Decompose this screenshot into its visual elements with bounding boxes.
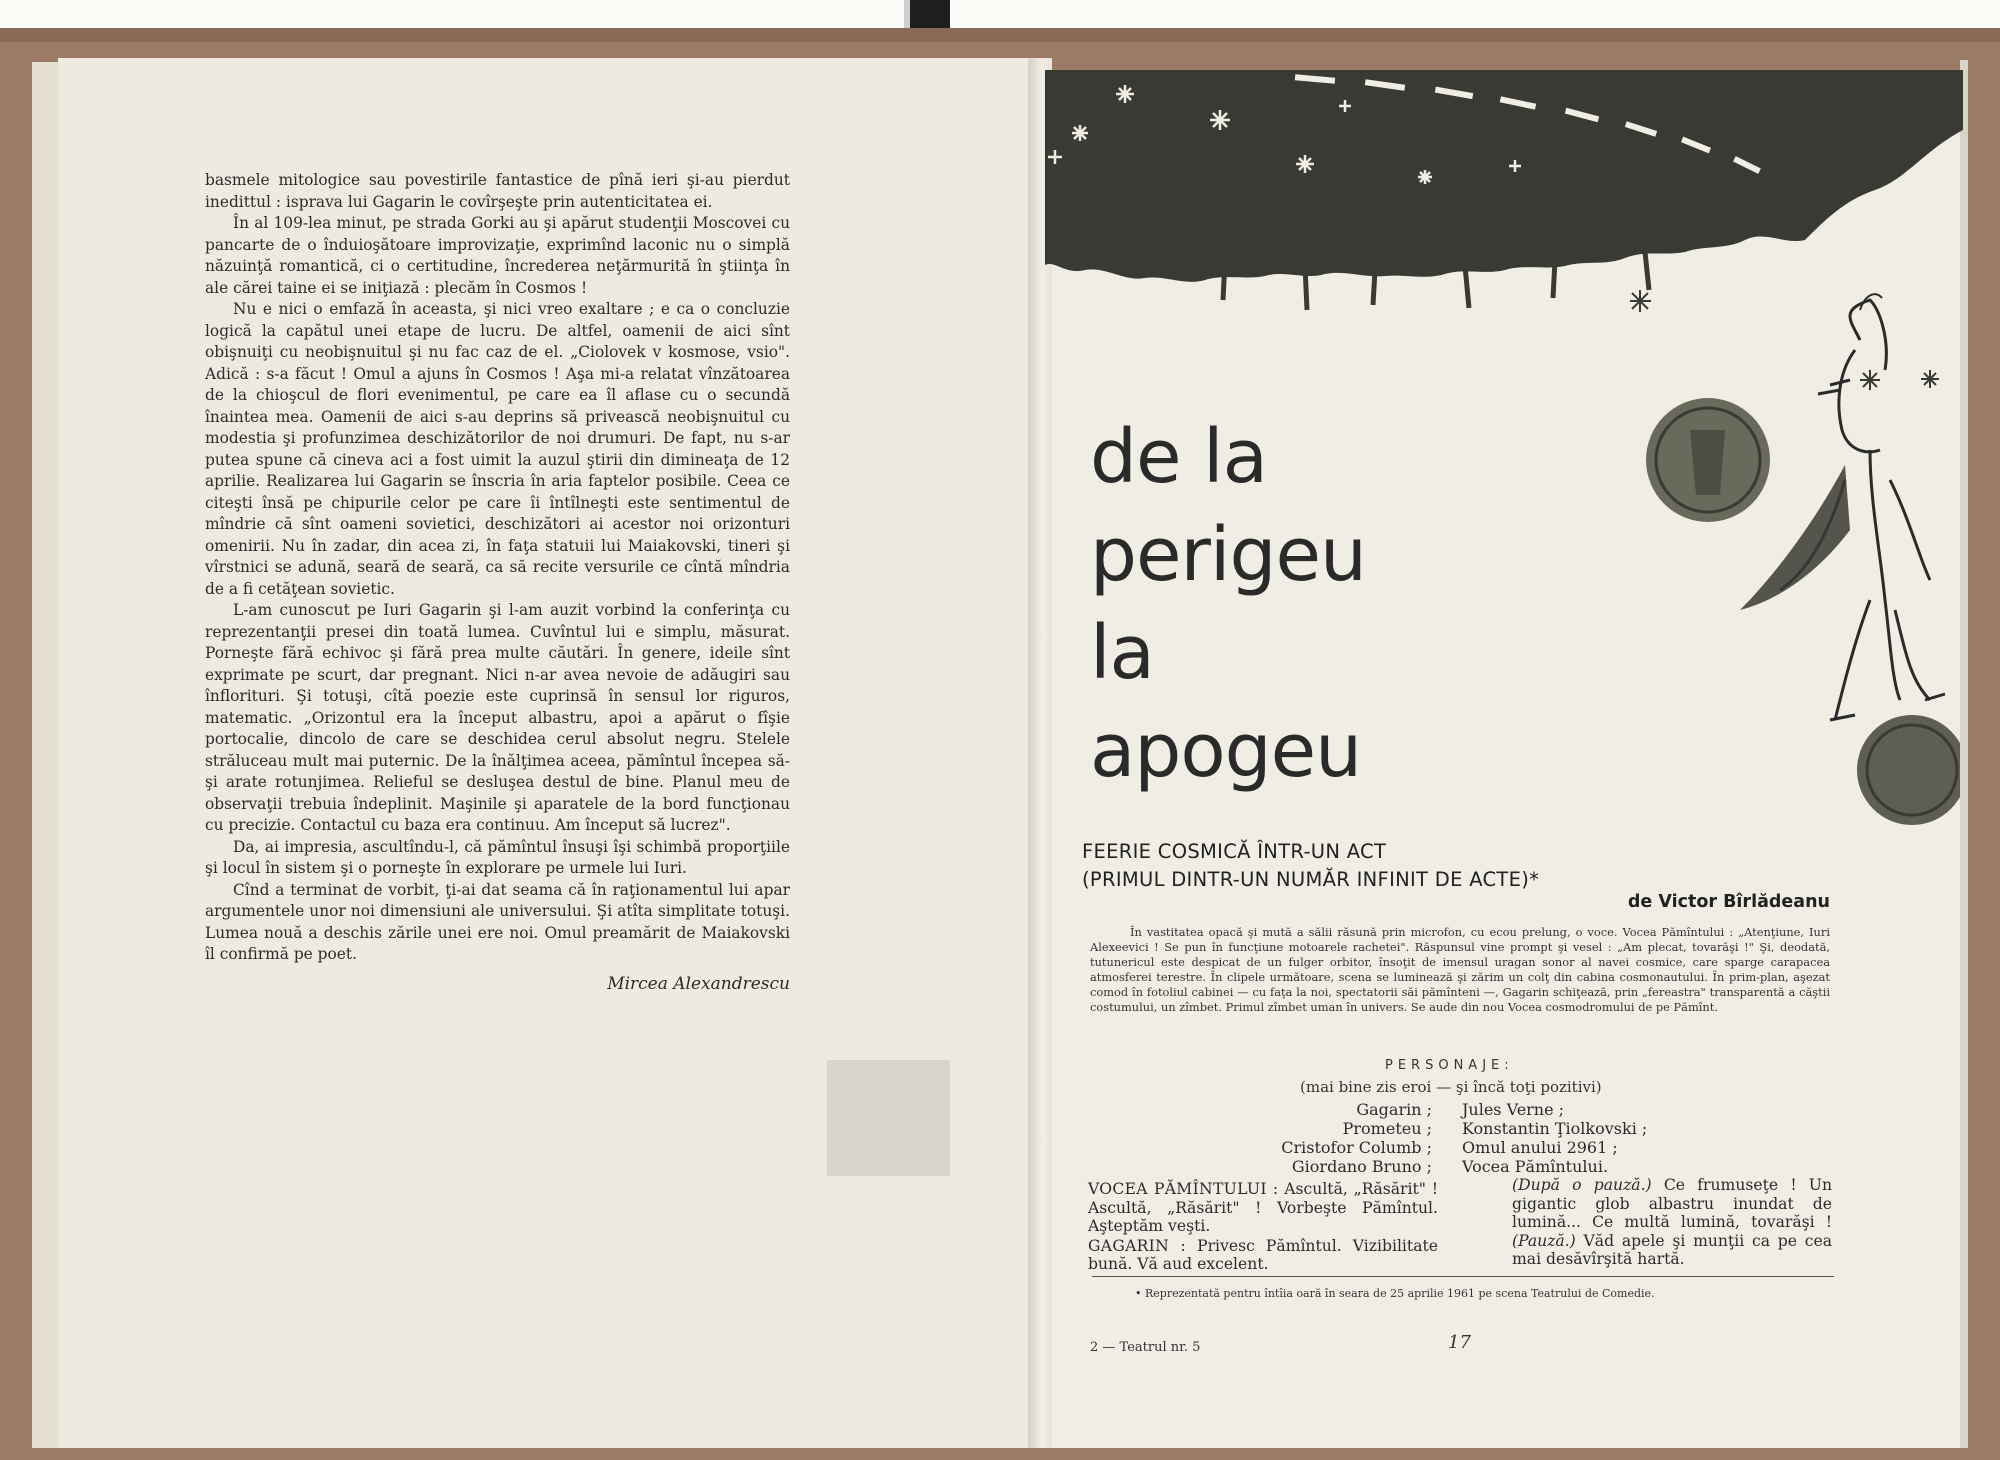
left-article: [205, 170, 790, 994]
characters-subheading: (mai bine zis eroi — şi încă toţi pozitivi): [1300, 1078, 1602, 1096]
paragraph-4: L-am cunoscut pe Iuri Gagarin şi l-am auzit vorbind la conferinţa cu reprezentanţii presei din toată lumea. Cuvîntul lui e simplu, măsurat. Porneşte fără echivoc şi fără prea multe căutări. În genere, ideile sînt exprimate pe scurt, dar pregnant. Nici n-ar avea nevoie de adăugiri sau înflorituri. Şi totuşi, cîtă poezie este cuprinsă în sensul lor riguros, matematic. „Orizontul era la început albastru, apoi a apărut o fîşie portocalie, dincolo de care se deschidea cerul absolut negru. Stelele străluceau mult mai puternic. De la înălţimea aceea, pămîntul începea să-şi arate rotunjimea. Relieful se desluşea destul de bine. Planul meu de observaţii trebuia îndeplinit. Maşinile şi aparatele de la bord funcţionau cu precizie. Contactul cu baza era continuu. Am început să lucrez".: [205, 601, 790, 834]
title-line-1: de la: [1090, 414, 1267, 500]
dialogue-column-right: [1512, 1176, 1832, 1269]
dialogue-line: [1088, 1180, 1438, 1236]
play-title: [1090, 408, 1366, 800]
footnote-rule: [1092, 1276, 1834, 1277]
cast-item: Omul anului 2961 ;: [1462, 1138, 1618, 1157]
paragraph-5: Da, ai impresia, ascultîndu-l, că pămîntul însuşi îşi schimbă proporţiile şi locul în sistem şi o porneşte în explorare pe urmele lui Iuri.: [205, 837, 790, 877]
play-author: de Victor Bîrlădeanu: [1627, 892, 1830, 912]
speaker-name: VOCEA PĂMÎNTULUI :: [1088, 1180, 1279, 1198]
speech-text: Văd apele şi munţii ca pe cea mai desăvîrşită hartă.: [1512, 1231, 1832, 1268]
coin-icon-2: [1857, 715, 1960, 825]
journal-folio: 2 — Teatrul nr. 5: [1090, 1340, 1201, 1355]
title-line-2: perigeu: [1090, 512, 1366, 598]
speech-text: Privesc Pămîntul. Vizibilitate bună. Vă aud excelent.: [1088, 1236, 1438, 1273]
page-number: 17: [1448, 1332, 1471, 1353]
speech-text: Ce frumuseţe ! Un gigantic glob albastru inundat de lumină... Ce multă lumină, tovarăşi !: [1512, 1176, 1832, 1231]
paragraph-3: Nu e nici o emfază în aceasta, şi nici vreo exaltare ; e ca o concluzie logică la capătul unei etape de lucru. De altfel, oamenii de aici sînt obişnuiţi cu neobişnuitul şi nu fac caz de el. „Ciolovek v kosmose, vsio". Adică : s-a făcut ! Omul a ajuns în Cosmos ! Aşa mi-a relatat vînzătoarea de la chioşcul de flori evenimentul, pe care ea îl aflase cu o secundă înaintea mea. Oamenii de aici s-au deprins să privească neobişnuitul cu modestia şi profunzimea deschizătorilor de noi drumuri. De fapt, nu s-ar putea spune că cineva aci a fost uimit la auzul ştirii din dimineaţa de 12 aprilie. Realizarea lui Gagarin se înscria în aria faptelor posibile. Ceea ce citeşti însă pe chipurile celor pe care îi întîlneşti este sentimentul de mîndrie că sînt oameni sovietici, deschizători ai acestor noi orizonturi omenirii. Nu în zadar, din acea zi, în faţa statuii lui Maiakovski, tineri şi vîrstnici se adună, seară de seară, ca să recite versurile ce cîntă mîndria de a fi cetăţean sovietic.: [205, 300, 790, 598]
author-signature: Mircea Alexandrescu: [607, 973, 790, 994]
cast-item: Prometeu ;: [1342, 1119, 1432, 1138]
cover-shadow: [0, 28, 2000, 42]
subtitle-line-1: FEERIE COSMICĂ ÎNTR-UN ACT: [1082, 840, 1387, 863]
cast-item: Vocea Pămîntului.: [1462, 1157, 1609, 1176]
show-through-box: [827, 1060, 950, 1176]
stage-direction: (După o pauză.): [1512, 1176, 1652, 1194]
speech-text: Ascultă, „Răsărit" ! Ascultă, „Răsărit" ! Vorbeşte Pămîntul. Aşteptăm veşti.: [1088, 1180, 1438, 1235]
cast-item: Gagarin ;: [1356, 1100, 1432, 1119]
cast-item: Giordano Bruno ;: [1291, 1157, 1432, 1176]
paragraph-2: În al 109-lea minut, pe strada Gorki au şi apărut studenţii Moscovei cu pancarte de o înduioşătoare improvizaţie, exprimînd laconic nu o simplă năzuinţă romantică, ci o certitudine, încrederea neţărmurită în ştiinţa în ale cărei taine ei se iniţiază : plecăm în Cosmos !: [205, 214, 790, 297]
cast-item: Cristofor Columb ;: [1281, 1138, 1432, 1157]
stage-direction-intro: În vastitatea opacă şi mută a sălii răsună prin microfon, cu ecou prelung, o voce. Vocea Pămîntului : „Atenţiune, Iuri Alexeevici ! Se pun în funcţiune motoarele rachetei". Răspunsul vine prompt şi vesel : „Am plecat, tovarăşi !" Şi, deodată, tutunericul este despicat de un fulger orbitor, însoţit de imensul uragan sonor al navei cosmice, care sparge carapacea atmosferei terestre. În clipele următoare, scena se luminează şi zărim un colţ din cabina cosmonautului. În prim-plan, aşezat comod în fotoliul cabinei — cu faţa la noi, spectatorii săi pămînteni —, Gagarin schiţează, prin „fereastra" transparentă a căştii costumului, un zîmbet. Primul zîmbet uman în univers. Se aude din nou Vocea cosmodromului de pe Pămînt.: [1090, 925, 1830, 1014]
cast-list-left: [1200, 1100, 1432, 1176]
dialogue-column-left: [1088, 1180, 1438, 1274]
dialogue-line: [1088, 1237, 1438, 1274]
characters-heading: PERSONAJE:: [1385, 1058, 1514, 1073]
paragraph-6: Cînd a terminat de vorbit, ţi-ai dat seama că în raţionamentul lui apar argumentele unor noi dimensiuni ale universului. Şi atîta simplitate totuşi. Lumea nouă a deschis zările unei ere noi. Omul preamărit de Maiakovski îl confirmă pe poet.: [205, 880, 790, 963]
subtitle-line-2: (PRIMUL DINTR-UN NUMĂR INFINIT DE ACTE)*: [1082, 868, 1540, 891]
title-line-4: apogeu: [1090, 708, 1361, 794]
cast-item: Jules Verne ;: [1462, 1100, 1565, 1119]
play-subtitle: [1082, 838, 1539, 894]
footnote: • Reprezentată pentru întîia oară în seara de 25 aprilie 1961 pe scena Teatrului de Comedie.: [1135, 1287, 1655, 1300]
cast-list-right: [1462, 1100, 1792, 1176]
speaker-name: GAGARIN :: [1088, 1236, 1187, 1255]
spark-stars: [1630, 280, 1939, 390]
cast-item: Konstantin Ţiolkovski ;: [1462, 1119, 1648, 1138]
title-line-3: la: [1090, 610, 1154, 696]
paragraph-1: basmele mitologice sau povestirile fantastice de pînă ieri şi-au pierdut inedittul : isprava lui Gagarin le covîrşeşte prin autenticitatea ei.: [205, 171, 790, 211]
knight-with-coins-illustration: [1630, 280, 1960, 840]
top-strip: [0, 0, 2000, 30]
bookmark-tab: [910, 0, 950, 30]
stage-direction: (Pauză.): [1512, 1231, 1576, 1250]
